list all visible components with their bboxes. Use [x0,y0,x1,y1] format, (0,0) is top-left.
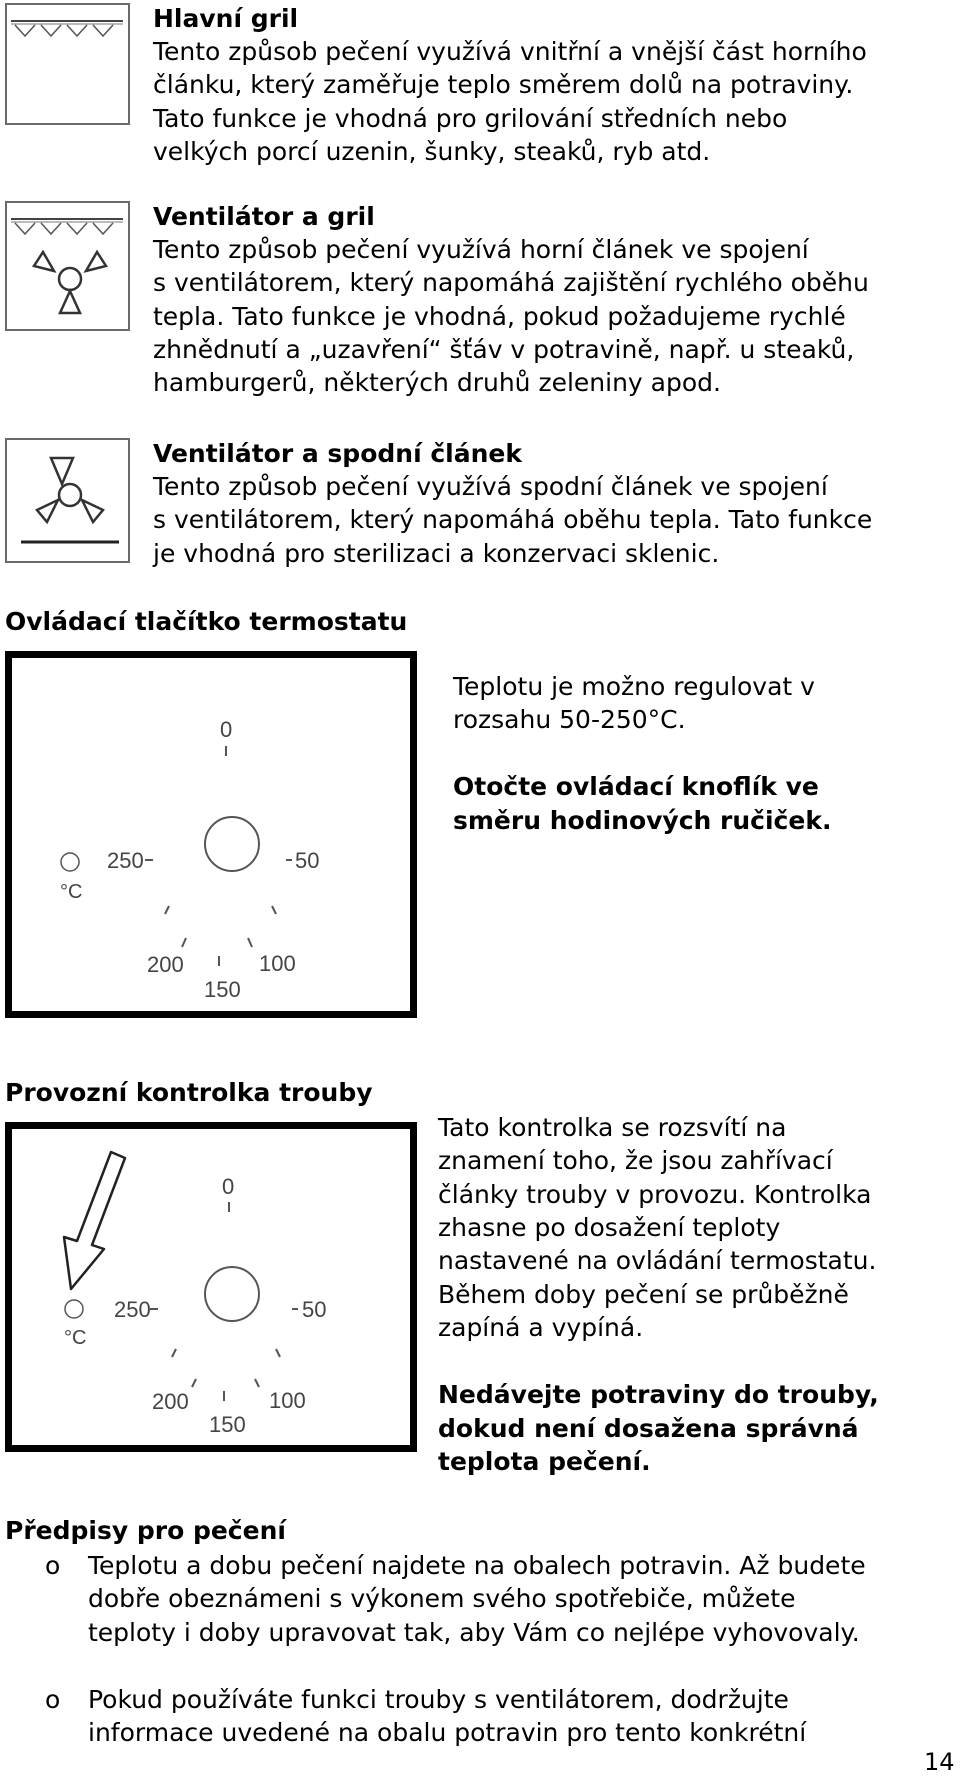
indicator-text-line-4: zhasne po dosažení teploty [438,1213,781,1242]
indicator-text-line-7: zapíná a vypíná. [438,1313,644,1342]
grill-mode-box [5,3,130,125]
dial-label-150: 150 [204,977,241,1002]
thermostat-text-line-1: Teplotu je možno regulovat v [453,672,815,701]
indicator-text-line-6: Během doby pečení se průběžně [438,1280,849,1309]
dial-label-0: 0 [222,1174,235,1199]
thermostat-heading: Ovládací tlačítko termostatu [5,607,408,636]
indicator-lamp-diagram [5,1122,417,1452]
fan-grill-title: Ventilátor a gril [153,202,375,231]
grill-title: Hlavní gril [153,4,299,33]
fan-grill-text-line-4: zhnědnutí a „uzavření“ šťáv v potravině, např. u steaků, [153,335,855,364]
dial-label-150: 150 [209,1412,246,1437]
indicator-bold-line-3: teplota pečení. [438,1447,651,1476]
grill-text-line-2: článku, který zaměřuje teplo směrem dolů na potraviny. [153,70,854,99]
fan-bottom-text-line-2: s ventilátorem, který napomáhá oběhu tepla. Tato funkce [153,505,873,534]
fan-grill-text-line-3: tepla. Tato funkce je vhodná, pokud požadujeme rychlé [153,302,846,331]
fan-bottom-title: Ventilátor a spodní článek [153,439,522,468]
fan-grill-text-line-1: Tento způsob pečení využívá horní článek ve spojení [153,235,809,264]
fan-bottom-text-line-3: je vhodná pro sterilizaci a konzervaci sklenic. [153,539,720,568]
dial-label-100: 100 [269,1388,306,1413]
top-grill-icon [7,5,128,123]
indicator-text-line-2: znamení toho, že jsou zahřívací [438,1146,833,1175]
dial-label-50: 50 [295,848,320,873]
page-number: 14 [924,1748,955,1776]
rules-heading: Předpisy pro pečení [5,1516,286,1545]
indicator-text-line-1: Tato kontrolka se rozsvítí na [438,1113,787,1142]
indicator-bold-line-1: Nedávejte potraviny do trouby, [438,1380,879,1409]
thermostat-text-line-2: rozsahu 50-250°C. [453,705,686,734]
indicator-lamp [65,1300,83,1318]
indicator-text-line-3: články trouby v provozu. Kontrolka [438,1180,872,1209]
dial-label-0: 0 [220,717,233,742]
grill-text-line-1: Tento způsob pečení využívá vnitřní a vnější část horního [153,37,867,66]
dial-label-50: 50 [302,1297,327,1322]
rules-item-1-line-2: dobře obeznámeni s výkonem svého spotřebiče, můžete [88,1584,796,1613]
grill-text-line-3: Tato funkce je vhodná pro grilování středních nebo [153,104,788,133]
indicator-lamp [61,853,79,871]
fan-grill-text-line-2: s ventilátorem, který napomáhá zajištění rychlého oběhu [153,268,869,297]
rules-bullet-1: o [45,1551,61,1580]
dial-unit: °C [64,1327,87,1349]
knob-circle [205,817,259,871]
fan-grill-text-line-5: hamburgerů, některých druhů zeleniny apod. [153,368,721,397]
fan-with-grill-icon [7,203,128,329]
rules-bullet-2: o [45,1685,61,1714]
dial-label-200: 200 [147,952,184,977]
indicator-text-line-5: nastavené na ovládání termostatu. [438,1246,877,1275]
thermostat-bold-line-2: směru hodinových ručiček. [453,806,832,835]
rules-item-2-line-1: Pokud používáte funkci trouby s ventilátorem, dodržujte [88,1685,789,1714]
indicator-heading: Provozní kontrolka trouby [5,1078,373,1107]
thermostat-bold-line-1: Otočte ovládací knoflík ve [453,772,819,801]
rules-item-2-line-2: informace uvedené na obalu potravin pro tento konkrétní [88,1718,807,1747]
grill-text-line-4: velkých porcí uzenin, šunky, steaků, ryb atd. [153,137,711,166]
dial-label-250: 250 [107,848,144,873]
fan-grill-mode-box [5,201,130,331]
rules-item-1-line-1: Teplotu a dobu pečení najdete na obalech potravin. Až budete [88,1551,866,1580]
dial-label-100: 100 [259,951,296,976]
thermostat-dial-diagram [5,651,417,1018]
fan-bottom-mode-box [5,438,130,563]
arrow-pointing-to-lamp-icon [64,1152,125,1289]
indicator-bold-line-2: dokud není dosažena správná [438,1414,859,1443]
fan-with-bottom-element-icon [7,440,128,561]
dial-label-200: 200 [152,1389,189,1414]
knob-circle [205,1267,259,1321]
rules-item-1-line-3: teploty i doby upravovat tak, aby Vám co nejlépe vyhovovaly. [88,1618,860,1647]
dial-label-250: 250 [114,1297,151,1322]
fan-bottom-text-line-1: Tento způsob pečení využívá spodní článek ve spojení [153,472,828,501]
dial-unit: °C [60,881,83,903]
